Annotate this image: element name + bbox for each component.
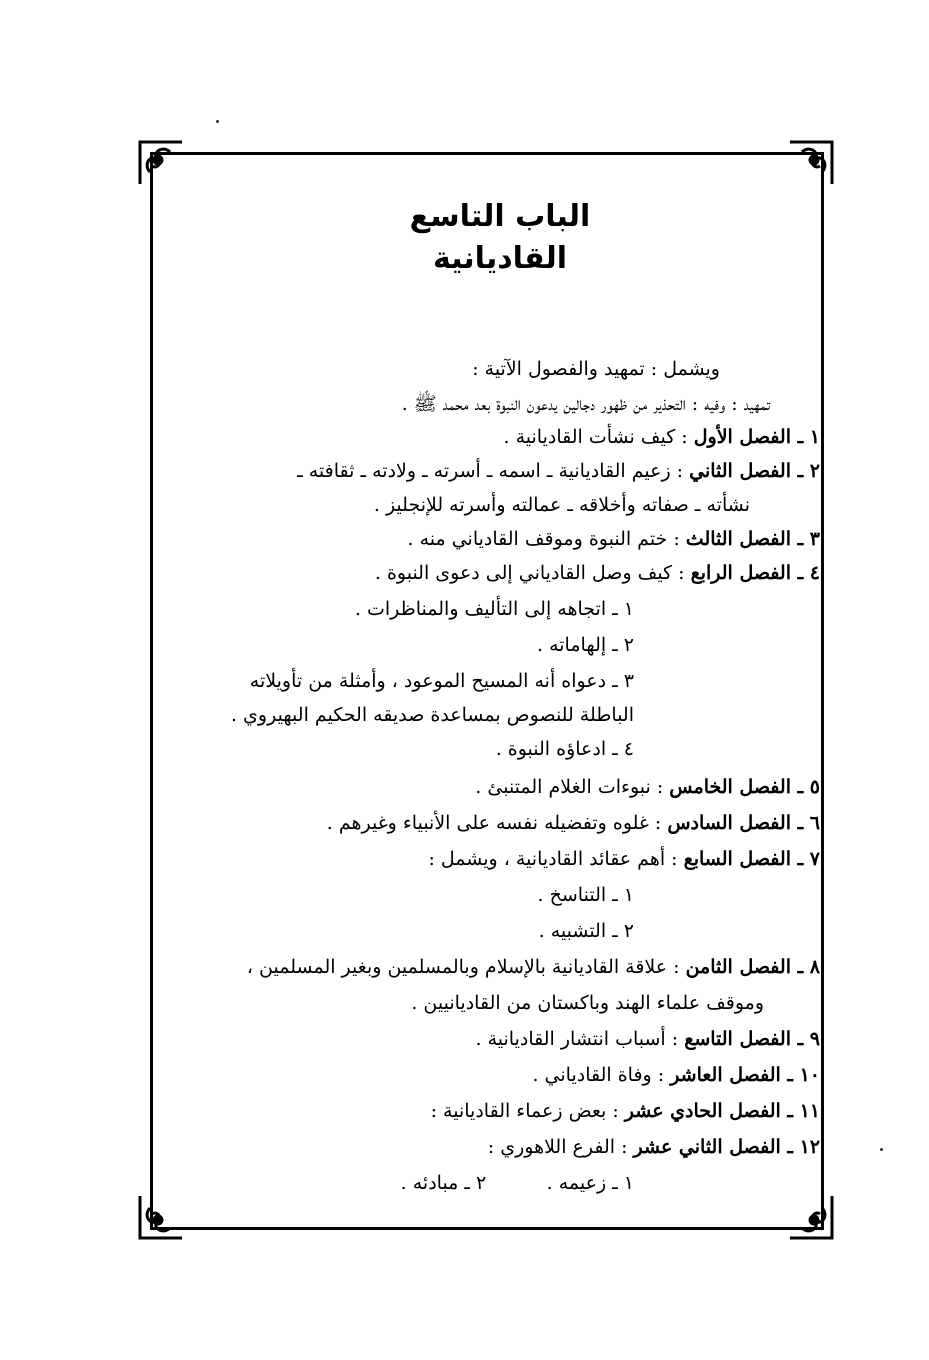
corner-ornament-top-left bbox=[134, 136, 188, 190]
intro-line: ويشمل : تمهيد والفصول الآتية : bbox=[472, 358, 720, 380]
list-item: ١ ـ اتجاهه إلى التأليف والمناظرات . bbox=[354, 598, 634, 620]
chapter-title: الباب التاسع bbox=[409, 199, 591, 234]
list-item: ٣ ـ الفصل الثالث : ختم النبوة وموقف القادياني منه . bbox=[407, 528, 820, 550]
list-item: ١ ـ زعيمه . ٢ ـ مبادئه . bbox=[400, 1172, 634, 1194]
list-item: ٢ ـ الفصل الثاني : زعيم القاديانية ـ اسمه ـ أسرته ـ ولادته ـ ثقافته ـ bbox=[297, 460, 820, 482]
table-of-contents bbox=[170, 196, 820, 1194]
list-item: ٥ ـ الفصل الخامس : نبوءات الغلام المتنبئ . bbox=[475, 776, 820, 798]
list-item: وموقف علماء الهند وباكستان من القاديانيين . bbox=[411, 992, 764, 1014]
list-item: ٢ ـ إلهاماته . bbox=[537, 634, 634, 656]
corner-ornament-bottom-right bbox=[784, 1190, 838, 1244]
list-item: ٧ ـ الفصل السابع : أهم عقائد القاديانية ، ويشمل : bbox=[428, 848, 820, 870]
list-item: ٤ ـ الفصل الرابع : كيف وصل القادياني إلى دعوى النبوة . bbox=[374, 562, 820, 584]
list-item: ٤ ـ ادعاؤه النبوة . bbox=[495, 738, 634, 760]
list-item: نشأته ـ صفاته وأخلاقه ـ عمالته وأسرته للإنجليز . bbox=[373, 494, 750, 516]
corner-ornament-top-right bbox=[784, 136, 838, 190]
list-item: ١ ـ الفصل الأول : كيف نشأت القاديانية . bbox=[503, 426, 820, 448]
list-item: ٩ ـ الفصل التاسع : أسباب انتشار القاديانية . bbox=[475, 1028, 820, 1050]
list-item: ٨ ـ الفصل الثامن : علاقة القاديانية بالإسلام وبالمسلمين وبغير المسلمين ، bbox=[246, 956, 820, 978]
scan-speck bbox=[880, 1148, 883, 1151]
list-item: ١٢ ـ الفصل الثاني عشر : الفرع اللاهوري : bbox=[487, 1136, 820, 1158]
preface-line: تمهيد : وفيه : التحذير من ظهور دجالين يدعون النبوة بعد محمد ﷺ . bbox=[401, 393, 770, 415]
list-item: ٣ ـ دعواه أنه المسيح الموعود ، وأمثلة من تأويلاته bbox=[249, 670, 634, 692]
scan-speck bbox=[216, 120, 219, 123]
list-item: ١٠ ـ الفصل العاشر : وفاة القادياني . bbox=[532, 1064, 820, 1086]
contents-list bbox=[170, 280, 820, 1194]
list-item: ٦ ـ الفصل السادس : غلوه وتفضيله نفسه على الأنبياء وغيرهم . bbox=[326, 812, 820, 834]
list-item: ١ ـ التناسخ . bbox=[537, 884, 634, 906]
corner-ornament-bottom-left bbox=[134, 1190, 188, 1244]
list-item: ١١ ـ الفصل الحادي عشر : بعض زعماء القاديانية : bbox=[430, 1100, 820, 1122]
list-item: الباطلة للنصوص بمساعدة صديقه الحكيم البهيروي . bbox=[230, 704, 634, 726]
list-item: ٢ ـ التشبيه . bbox=[538, 920, 634, 942]
chapter-subject: القاديانية bbox=[432, 241, 568, 276]
